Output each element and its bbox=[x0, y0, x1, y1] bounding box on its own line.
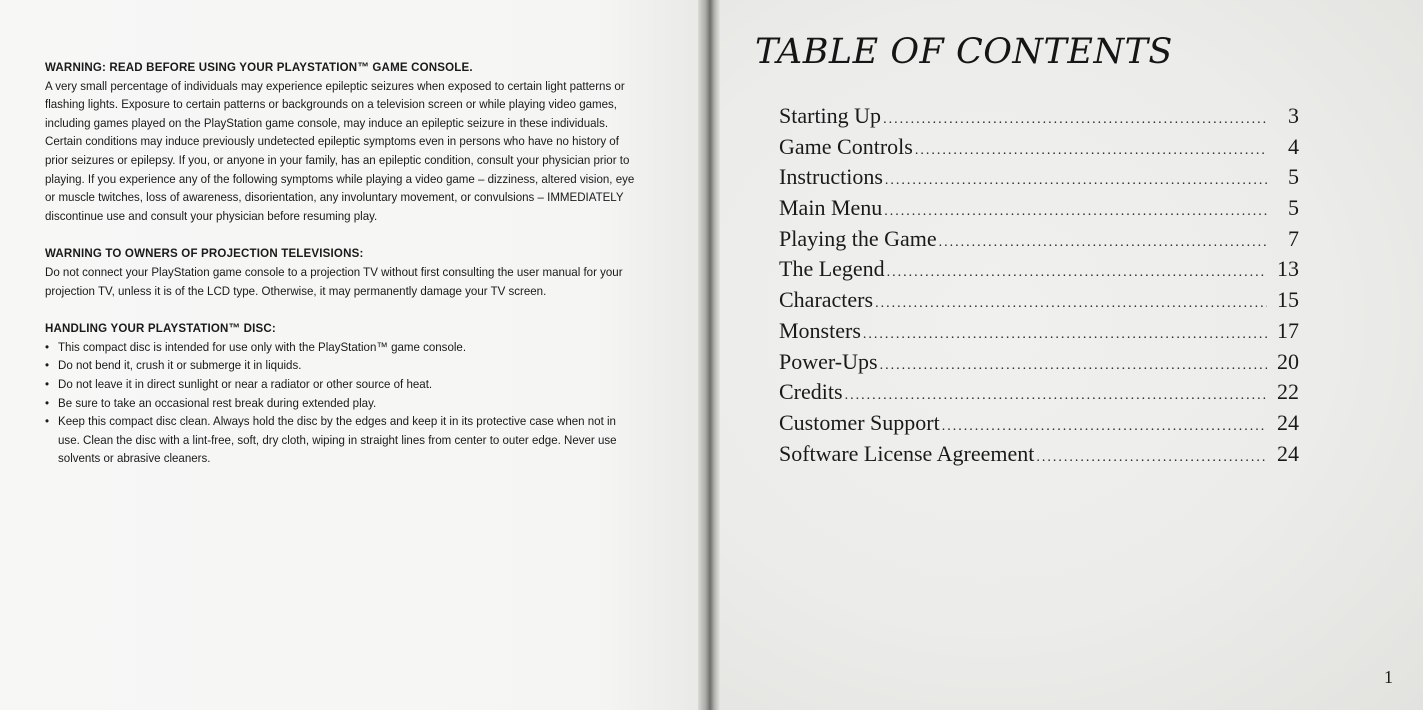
projection-tv-warning-heading: WARNING TO OWNERS OF PROJECTION TELEVISIONS: bbox=[45, 246, 364, 261]
list-item-text: Be sure to take an occasional rest break during extended play. bbox=[58, 395, 377, 410]
toc-entry-page: 5 bbox=[1288, 195, 1299, 221]
toc-entry-label: Playing the Game bbox=[779, 225, 937, 251]
toc-entry-instructions bbox=[779, 164, 1299, 195]
list-item-text: Do not bend it, crush it or submerge it in liquids. bbox=[58, 358, 302, 373]
toc-entry-label: Customer Support bbox=[779, 409, 940, 435]
projection-tv-warning-section bbox=[45, 244, 640, 300]
list-item-text: Do not leave it in direct sunlight or near a radiator or other source of heat. bbox=[58, 376, 433, 391]
projection-tv-warning-text: Do not connect your PlayStation game console to a projection TV without first consulting the user manual for your projection TV, unless it is of the LCD type. Otherwise, it may permanently damage your TV screen. bbox=[45, 264, 623, 298]
toc-entry-game-controls bbox=[779, 134, 1299, 165]
toc-entry-label: Starting Up bbox=[779, 103, 882, 128]
toc-entry-page: 17 bbox=[1277, 317, 1299, 343]
toc-entry-label: Game Controls bbox=[779, 133, 913, 159]
toc-entry-label: Power-Ups bbox=[779, 348, 878, 374]
list-item bbox=[45, 338, 640, 357]
list-item bbox=[45, 356, 640, 375]
toc-entry-page: 22 bbox=[1277, 379, 1299, 405]
toc-entry-monsters bbox=[779, 318, 1299, 349]
right-page bbox=[703, 0, 1423, 710]
toc-entry-page: 5 bbox=[1288, 164, 1299, 190]
dot-leader bbox=[880, 358, 1267, 374]
dot-leader bbox=[887, 265, 1267, 281]
toc-entry-label: Instructions bbox=[779, 164, 883, 190]
bullet-icon: • bbox=[45, 395, 50, 410]
toc-entry-playing-the-game bbox=[779, 226, 1299, 257]
warnings-block bbox=[45, 58, 640, 487]
list-item bbox=[45, 412, 640, 468]
toc-entry-page: 13 bbox=[1277, 256, 1299, 282]
disc-handling-list bbox=[45, 338, 640, 468]
bullet-icon: • bbox=[45, 414, 50, 429]
dot-leader bbox=[883, 112, 1267, 128]
toc-entry-label: Monsters bbox=[779, 317, 861, 343]
dot-leader bbox=[942, 419, 1267, 435]
toc-entry-label: Credits bbox=[779, 379, 843, 405]
toc-entry-page: 4 bbox=[1288, 133, 1299, 159]
toc-entry-label: Characters bbox=[779, 287, 874, 313]
dot-leader bbox=[875, 296, 1267, 312]
toc-entry-credits bbox=[779, 379, 1299, 410]
left-page bbox=[0, 0, 703, 710]
toc-entry-page: 24 bbox=[1277, 440, 1299, 466]
dot-leader bbox=[845, 388, 1267, 404]
epilepsy-warning-heading: WARNING: READ BEFORE USING YOUR PLAYSTATION™ GAME CONSOLE. bbox=[45, 60, 473, 74]
toc-entry-characters bbox=[779, 287, 1299, 318]
dot-leader bbox=[1036, 450, 1267, 466]
list-item-text: This compact disc is intended for use only with the PlayStation™ game console. bbox=[58, 339, 467, 354]
toc-entry-label: Main Menu bbox=[779, 195, 883, 221]
epilepsy-warning-text: A very small percentage of individuals may experience epileptic seizures when exposed to certain light patterns or flashing lights. Exposure to certain patterns or backgrounds on a television screen or while playing video games, including games played on the PlayStation game console, may induce an epileptic seizure in these individuals. Certain conditions may induce previously undetected epileptic symptoms even in persons who have no history of prior seizures or epilepsy. If you, or anyone in your family, has an epileptic condition, consult your physician prior to playing. If you experience any of the following symptoms while playing a video game – dizziness, altered vision, eye or muscle twitches, loss of awareness, disorientation, any involuntary movement, or convulsions – IMMEDIATELY discontinue use and consult your physician before resuming play. bbox=[45, 78, 635, 223]
dot-leader bbox=[885, 173, 1267, 189]
bullet-icon: • bbox=[45, 339, 50, 354]
dot-leader bbox=[884, 204, 1267, 220]
list-item bbox=[45, 375, 640, 394]
list-item-text: Keep this compact disc clean. Always hold the disc by the edges and keep it in its protective case when not in use. Clean the disc with a lint-free, soft, dry cloth, wiping in straight lines from center to outer edge. Never use solvents or abrasive cleaners. bbox=[58, 414, 617, 466]
dot-leader bbox=[915, 143, 1267, 159]
toc-entry-main-menu bbox=[779, 195, 1299, 226]
toc-entry-label: Software License Agreement bbox=[779, 440, 1035, 466]
toc-entry-customer-support bbox=[779, 410, 1299, 441]
toc-entry-page: 24 bbox=[1277, 409, 1299, 435]
bullet-icon: • bbox=[45, 376, 50, 391]
toc-entry-page: 20 bbox=[1277, 348, 1299, 374]
list-item bbox=[45, 394, 640, 413]
toc-entry-starting-up bbox=[779, 103, 1299, 134]
toc-title: TABLE OF CONTENTS bbox=[755, 32, 1173, 72]
dot-leader bbox=[863, 327, 1267, 343]
toc-entry-page: 3 bbox=[1288, 103, 1299, 128]
toc-entry-power-ups bbox=[779, 349, 1299, 380]
table-of-contents bbox=[779, 103, 1299, 471]
bullet-icon: • bbox=[45, 358, 50, 373]
disc-handling-section bbox=[45, 319, 640, 468]
epilepsy-warning-section bbox=[45, 58, 640, 225]
toc-entry-page: 7 bbox=[1288, 225, 1299, 251]
book-gutter bbox=[698, 0, 720, 710]
dot-leader bbox=[939, 235, 1267, 251]
page-number: 1 bbox=[1384, 667, 1393, 687]
toc-entry-the-legend bbox=[779, 256, 1299, 287]
disc-handling-heading: HANDLING YOUR PLAYSTATION™ DISC: bbox=[45, 321, 276, 336]
toc-entry-page: 15 bbox=[1277, 287, 1299, 313]
toc-entry-label: The Legend bbox=[779, 256, 885, 282]
toc-entry-software-license bbox=[779, 441, 1299, 472]
